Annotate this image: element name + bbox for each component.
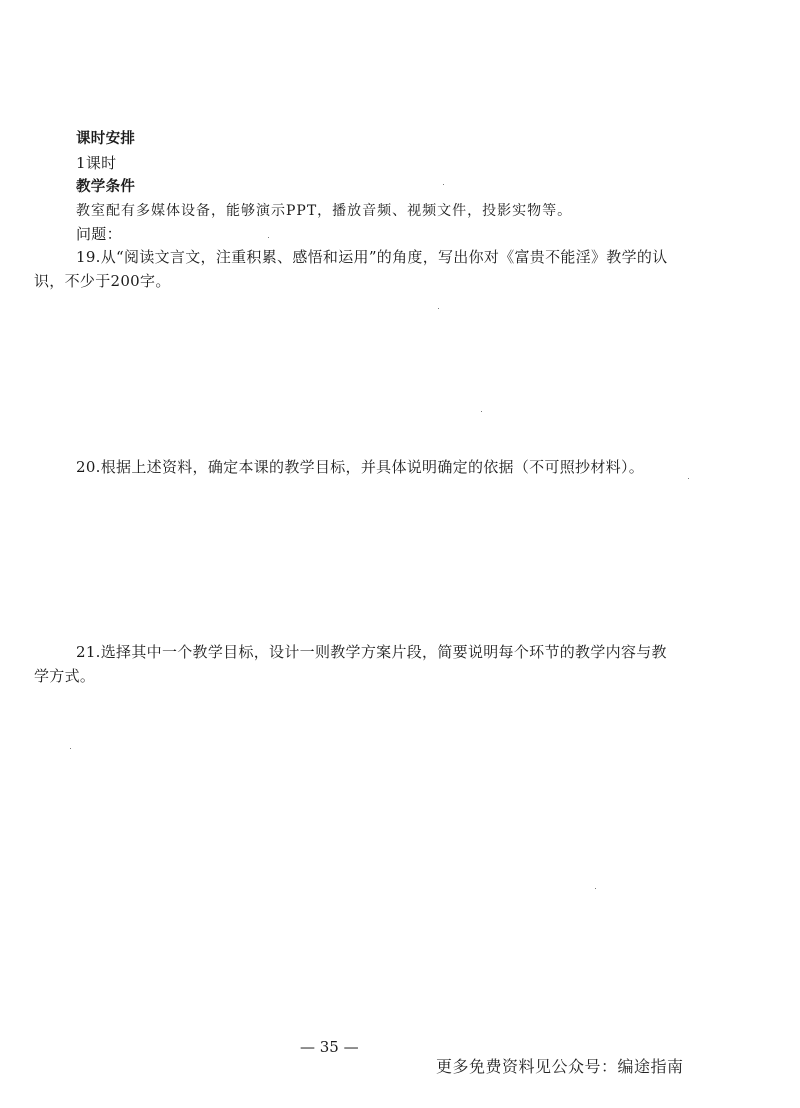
scan-speck (481, 411, 482, 412)
question-19-line-1: 19.从“阅读文言文，注重积累、感悟和运用”的角度，写出你对《富贵不能淫》教学的认 (76, 248, 668, 266)
question-20: 20.根据上述资料，确定本课的教学目标，并具体说明确定的依据（不可照抄材料）。 (76, 458, 645, 476)
scan-speck (688, 478, 689, 479)
section-heading-teaching-conditions: 教学条件 (76, 179, 136, 195)
questions-label: 问题： (76, 225, 122, 243)
question-21-line-2: 学方式。 (34, 667, 96, 685)
class-hours-value: 1课时 (76, 154, 117, 172)
section-heading-class-hours: 课时安排 (76, 131, 136, 147)
scan-speck (268, 237, 269, 238)
footer-note: 更多免费资料见公众号：编途指南 (436, 1057, 684, 1076)
question-19-line-2: 识，不少于200字。 (34, 272, 171, 290)
question-21-line-1: 21.选择其中一个教学目标，设计一则教学方案片段，简要说明每个环节的教学内容与教 (76, 643, 667, 661)
scan-speck (70, 748, 71, 749)
page-number: — 35 — (300, 1038, 359, 1056)
teaching-conditions-text: 教室配有多媒体设备，能够演示PPT，播放音频、视频文件，投影实物等。 (76, 203, 573, 219)
scan-speck (438, 308, 439, 309)
scan-speck (443, 184, 444, 185)
scan-speck (595, 888, 596, 889)
